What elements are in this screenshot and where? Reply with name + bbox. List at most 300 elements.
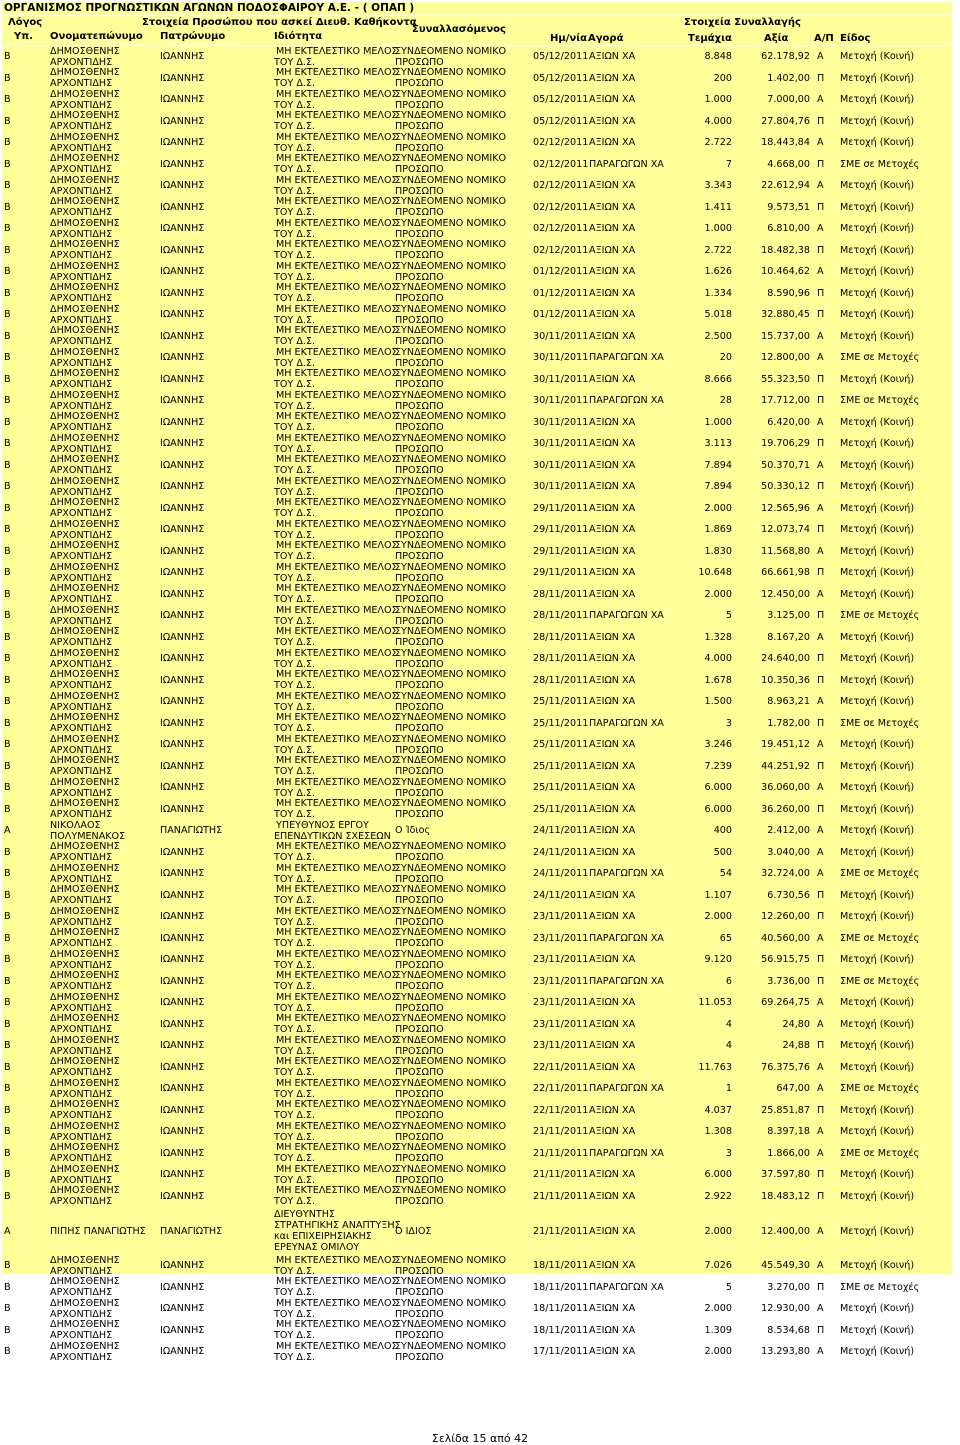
table-row: [2, 390, 952, 412]
name-line1: ΔΗΜΟΣΘΕΝΗΣ: [50, 540, 120, 552]
name-line1: ΔΗΜΟΣΘΕΝΗΣ: [50, 239, 120, 251]
quantity: 1.830: [704, 545, 732, 557]
quantity: 2.000: [704, 502, 732, 514]
table-row: [2, 691, 952, 713]
market: ΑΞΙΩΝ ΧΑ: [589, 481, 636, 493]
market: ΠΑΡΑΓΩΓΩΝ ΧΑ: [589, 1281, 664, 1293]
quantity: 3: [725, 717, 732, 729]
reason-code: Β: [4, 352, 11, 364]
name-line2: ΑΡΧΟΝΤΙΔΗΣ: [50, 293, 113, 305]
counterparty-line2: ΠΡΟΣΩΠΟ: [395, 443, 444, 455]
counterparty-line2: ΠΡΟΣΩΠΟ: [395, 142, 444, 154]
instrument-type: Μετοχή (Κοινή): [840, 72, 915, 84]
counterparty-line2: ΠΡΟΣΩΠΟ: [395, 744, 444, 756]
counterparty-line2: ΠΡΟΣΩΠΟ: [395, 895, 444, 907]
counterparty-line1: ΣΥΝΔΕΟΜΕΝΟ ΝΟΜΙΚΟ: [395, 798, 507, 810]
trade-date: 18/11/2011: [533, 1260, 589, 1272]
table-header: [2, 16, 952, 45]
capacity-line1: ΜΗ ΕΚΤΕΛΕΣΤΙΚΟ ΜΕΛΟΣ: [276, 131, 398, 143]
reason-code: Β: [4, 610, 11, 622]
capacity-line2: ΤΟΥ Δ.Σ.: [274, 357, 316, 369]
table-row: [2, 283, 952, 305]
counterparty-line1: ΣΥΝΔΕΟΜΕΝΟ ΝΟΜΙΚΟ: [395, 862, 507, 874]
reason-code: Β: [4, 739, 11, 751]
trade-date: 25/11/2011: [533, 782, 589, 794]
buy-sell-flag: Π: [817, 803, 825, 815]
counterparty-line1: ΣΥΝΔΕΟΜΕΝΟ ΝΟΜΙΚΟ: [395, 1142, 507, 1154]
counterparty-line1: ΣΥΝΔΕΟΜΕΝΟ ΝΟΜΙΚΟ: [395, 647, 507, 659]
instrument-type: ΣΜΕ σε Μετοχές: [840, 932, 920, 944]
trade-date: 24/11/2011: [533, 846, 589, 858]
buy-sell-flag: Π: [817, 954, 825, 966]
counterparty-line2: ΠΡΟΣΩΠΟ: [395, 508, 444, 520]
name-line1: ΔΗΜΟΣΘΕΝΗΣ: [50, 1056, 120, 1068]
father-name: ΙΩΑΝΝΗΣ: [160, 524, 205, 536]
buy-sell-flag: Α: [817, 631, 824, 643]
counterparty-line1: ΣΥΝΔΕΟΜΕΝΟ ΝΟΜΙΚΟ: [395, 217, 507, 229]
name-line2: ΑΡΧΟΝΤΙΔΗΣ: [50, 1174, 113, 1186]
name-line1: ΔΗΜΟΣΘΕΝΗΣ: [50, 1077, 120, 1089]
trade-date: 30/11/2011: [533, 481, 589, 493]
capacity-line1: ΜΗ ΕΚΤΕΛΕΣΤΙΚΟ ΜΕΛΟΣ: [276, 1142, 398, 1154]
reason-code: Β: [4, 1040, 11, 1052]
table-row: [2, 928, 952, 950]
market: ΑΞΙΩΝ ΧΑ: [589, 244, 636, 256]
market: ΑΞΙΩΝ ΧΑ: [589, 524, 636, 536]
quantity: 6.000: [704, 803, 732, 815]
table-row: [2, 498, 952, 520]
buy-sell-flag: Α: [817, 1147, 824, 1159]
market: ΑΞΙΩΝ ΧΑ: [589, 1040, 636, 1052]
market: ΑΞΙΩΝ ΧΑ: [589, 803, 636, 815]
buy-sell-flag: Π: [817, 889, 825, 901]
capacity-line2: ΤΟΥ Δ.Σ.: [274, 121, 316, 133]
trade-date: 25/11/2011: [533, 803, 589, 815]
reason-code: Α: [4, 1225, 11, 1237]
trade-date: 17/11/2011: [533, 1346, 589, 1358]
reason-code: Β: [4, 524, 11, 536]
value: 56.915,75: [761, 954, 810, 966]
name-line1: ΔΗΜΟΣΘΕΝΗΣ: [50, 282, 120, 294]
trade-date: 28/11/2011: [533, 674, 589, 686]
table-row: [2, 1207, 952, 1255]
value: 37.597,80: [761, 1169, 810, 1181]
table-row: [2, 1186, 952, 1208]
counterparty-line1: ΣΥΝΔΕΟΜΕΝΟ ΝΟΜΙΚΟ: [395, 905, 507, 917]
buy-sell-flag: Π: [817, 72, 825, 84]
father-name: ΙΩΑΝΝΗΣ: [160, 889, 205, 901]
value: 1.782,00: [767, 717, 810, 729]
father-name: ΙΩΑΝΝΗΣ: [160, 180, 205, 192]
buy-sell-flag: Π: [817, 975, 825, 987]
counterparty-line1: ΣΥΝΔΕΟΜΕΝΟ ΝΟΜΙΚΟ: [395, 1276, 507, 1288]
counterparty-line2: ΠΡΟΣΩΠΟ: [395, 228, 444, 240]
value: 18.483,12: [761, 1190, 810, 1202]
capacity-line1: ΜΗ ΕΚΤΕΛΕΣΤΙΚΟ ΜΕΛΟΣ: [276, 67, 398, 79]
capacity-line1: ΜΗ ΕΚΤΕΛΕΣΤΙΚΟ ΜΕΛΟΣ: [276, 690, 398, 702]
instrument-type: Μετοχή (Κοινή): [840, 94, 915, 106]
value: 22.612,94: [761, 180, 810, 192]
capacity-line1: ΜΗ ΕΚΤΕΛΕΣΤΙΚΟ ΜΕΛΟΣ: [276, 110, 398, 122]
quantity: 2.000: [704, 1346, 732, 1358]
table-row: [2, 949, 952, 971]
counterparty-line2: ΠΡΟΣΩΠΟ: [395, 723, 444, 735]
name-line1: ΔΗΜΟΣΘΕΝΗΣ: [50, 862, 120, 874]
reason-code: Β: [4, 244, 11, 256]
capacity-line1: ΜΗ ΕΚΤΕΛΕΣΤΙΚΟ ΜΕΛΟΣ: [276, 1276, 398, 1288]
market: ΑΞΙΩΝ ΧΑ: [589, 696, 636, 708]
counterparty-line1: ΣΥΝΔΕΟΜΕΝΟ ΝΟΜΙΚΟ: [395, 131, 507, 143]
father-name: ΙΩΑΝΝΗΣ: [160, 653, 205, 665]
value: 647,00: [776, 1083, 810, 1095]
market: ΑΞΙΩΝ ΧΑ: [589, 1324, 636, 1336]
name-line1: ΔΗΜΟΣΘΕΝΗΣ: [50, 45, 120, 57]
buy-sell-flag: Α: [817, 1225, 824, 1237]
reason-code: Β: [4, 653, 11, 665]
value: 8.534,68: [767, 1324, 810, 1336]
table-row: [2, 670, 952, 692]
reason-code: Β: [4, 373, 11, 385]
buy-sell-flag: Π: [817, 395, 825, 407]
market: ΑΞΙΩΝ ΧΑ: [589, 223, 636, 235]
counterparty-line1: ΣΥΝΔΕΟΜΕΝΟ ΝΟΜΙΚΟ: [395, 540, 507, 552]
father-name: ΙΩΑΝΝΗΣ: [160, 309, 205, 321]
value: 12.073,74: [761, 524, 810, 536]
table-row: [2, 369, 952, 391]
name-line2: ΑΡΧΟΝΤΙΔΗΣ: [50, 164, 113, 176]
capacity-line2: ΤΟΥ Δ.Σ.: [274, 486, 316, 498]
reason-code: Β: [4, 846, 11, 858]
capacity-line2: ΤΟΥ Δ.Σ.: [274, 99, 316, 111]
buy-sell-flag: Α: [817, 739, 824, 751]
quantity: 6.000: [704, 782, 732, 794]
reason-code: Α: [4, 825, 11, 837]
counterparty-line1: ΣΥΝΔΕΟΜΕΝΟ ΝΟΜΙΚΟ: [395, 1340, 507, 1352]
instrument-type: Μετοχή (Κοινή): [840, 481, 915, 493]
instrument-type: Μετοχή (Κοινή): [840, 760, 915, 772]
buy-sell-flag: Α: [817, 223, 824, 235]
capacity-line1: ΜΗ ΕΚΤΕΛΕΣΤΙΚΟ ΜΕΛΟΣ: [276, 1163, 398, 1175]
quantity: 2.922: [704, 1190, 732, 1202]
counterparty-line1: ΣΥΝΔΕΟΜΕΝΟ ΝΟΜΙΚΟ: [395, 432, 507, 444]
instrument-type: ΣΜΕ σε Μετοχές: [840, 395, 920, 407]
quantity: 1.308: [704, 1126, 732, 1138]
table-row: [2, 154, 952, 176]
name-line1: ΔΗΜΟΣΘΕΝΗΣ: [50, 690, 120, 702]
counterparty-line1: ΣΥΝΔΕΟΜΕΝΟ ΝΟΜΙΚΟ: [395, 260, 507, 272]
capacity-line2: ΤΟΥ Δ.Σ.: [274, 164, 316, 176]
table-row: [2, 906, 952, 928]
market: ΑΞΙΩΝ ΧΑ: [589, 459, 636, 471]
father-name: ΙΩΑΝΝΗΣ: [160, 1260, 205, 1272]
capacity-line1: ΜΗ ΕΚΤΕΛΕΣΤΙΚΟ ΜΕΛΟΣ: [276, 540, 398, 552]
table-row: [2, 304, 952, 326]
market: ΠΑΡΑΓΩΓΩΝ ΧΑ: [589, 158, 664, 170]
document-title: ΟΡΓΑΝΙΣΜΟΣ ΠΡΟΓΝΩΣΤΙΚΩΝ ΑΓΩΝΩΝ ΠΟΔΟΣΦΑΙΡΟΥ Α.Ε. - ( ΟΠΑΠ ): [2, 2, 952, 15]
quantity: 7.894: [704, 481, 732, 493]
instrument-type: ΣΜΕ σε Μετοχές: [840, 1281, 920, 1293]
counterparty-line1: ΣΥΝΔΕΟΜΕΝΟ ΝΟΜΙΚΟ: [395, 841, 507, 853]
father-name: ΙΩΑΝΝΗΣ: [160, 588, 205, 600]
table-row: [2, 777, 952, 799]
quantity: 3.343: [704, 180, 732, 192]
market: ΑΞΙΩΝ ΧΑ: [589, 309, 636, 321]
name-line2: ΑΡΧΟΝΤΙΔΗΣ: [50, 400, 113, 412]
quantity: 400: [713, 825, 732, 837]
trade-date: 29/11/2011: [533, 545, 589, 557]
instrument-type: Μετοχή (Κοινή): [840, 1061, 915, 1073]
value: 3.270,00: [767, 1281, 810, 1293]
capacity-line2: ΤΟΥ Δ.Σ.: [274, 680, 316, 692]
table-row: [2, 971, 952, 993]
capacity-line1: ΜΗ ΕΚΤΕΛΕΣΤΙΚΟ ΜΕΛΟΣ: [276, 927, 398, 939]
market: ΑΞΙΩΝ ΧΑ: [589, 373, 636, 385]
capacity-line1: ΜΗ ΕΚΤΕΛΕΣΤΙΚΟ ΜΕΛΟΣ: [276, 1120, 398, 1132]
capacity-line2: ΤΟΥ Δ.Σ.: [274, 873, 316, 885]
reason-code: Β: [4, 201, 11, 213]
trade-date: 23/11/2011: [533, 997, 589, 1009]
counterparty-line1: ΣΥΝΔΕΟΜΕΝΟ ΝΟΜΙΚΟ: [395, 110, 507, 122]
name-line2: ΑΡΧΟΝΤΙΔΗΣ: [50, 357, 113, 369]
trade-date: 02/12/2011: [533, 137, 589, 149]
value: 45.549,30: [761, 1260, 810, 1272]
market: ΑΞΙΩΝ ΧΑ: [589, 201, 636, 213]
father-name: ΙΩΑΝΝΗΣ: [160, 416, 205, 428]
instrument-type: ΣΜΕ σε Μετοχές: [840, 352, 920, 364]
market: ΑΞΙΩΝ ΧΑ: [589, 739, 636, 751]
buy-sell-flag: Π: [817, 717, 825, 729]
capacity-line2: ΤΟΥ Δ.Σ.: [274, 981, 316, 993]
capacity-line1: ΜΗ ΕΚΤΕΛΕΣΤΙΚΟ ΜΕΛΟΣ: [276, 153, 398, 165]
instrument-type: Μετοχή (Κοινή): [840, 266, 915, 278]
capacity-line1: ΜΗ ΕΚΤΕΛΕΣΤΙΚΟ ΜΕΛΟΣ: [276, 454, 398, 466]
capacity-line1: ΜΗ ΕΚΤΕΛΕΣΤΙΚΟ ΜΕΛΟΣ: [276, 389, 398, 401]
name-line2: ΑΡΧΟΝΤΙΔΗΣ: [50, 981, 113, 993]
trade-date: 21/11/2011: [533, 1169, 589, 1181]
trade-date: 30/11/2011: [533, 330, 589, 342]
capacity-line2: ΤΟΥ Δ.Σ.: [274, 1002, 316, 1014]
market: ΑΞΙΩΝ ΧΑ: [589, 1303, 636, 1315]
value: 55.323,50: [761, 373, 810, 385]
name-line1: ΔΗΜΟΣΘΕΝΗΣ: [50, 497, 120, 509]
reason-code: Β: [4, 1018, 11, 1030]
trade-date: 30/11/2011: [533, 395, 589, 407]
instrument-type: Μετοχή (Κοινή): [840, 653, 915, 665]
instrument-type: Μετοχή (Κοινή): [840, 696, 915, 708]
capacity-line2: ΤΟΥ Δ.Σ.: [274, 508, 316, 520]
transactions-table: [2, 45, 952, 1363]
name-line2: ΑΡΧΟΝΤΙΔΗΣ: [50, 701, 113, 713]
name-line1: ΔΗΜΟΣΘΕΝΗΣ: [50, 884, 120, 896]
market: ΑΞΙΩΝ ΧΑ: [589, 1260, 636, 1272]
instrument-type: ΣΜΕ σε Μετοχές: [840, 717, 920, 729]
quantity: 1.328: [704, 631, 732, 643]
quantity: 2.722: [704, 137, 732, 149]
father-name: ΙΩΑΝΝΗΣ: [160, 1190, 205, 1202]
quantity: 6: [725, 975, 732, 987]
quantity: 1.334: [704, 287, 732, 299]
reason-code: Β: [4, 760, 11, 772]
counterparty-line2: ΠΡΟΣΩΠΟ: [395, 357, 444, 369]
instrument-type: Μετοχή (Κοινή): [840, 1324, 915, 1336]
counterparty-line2: ΠΡΟΣΩΠΟ: [395, 852, 444, 864]
buy-sell-flag: Π: [817, 115, 825, 127]
market: ΑΞΙΩΝ ΧΑ: [589, 94, 636, 106]
name-line2: ΑΡΧΟΝΤΙΔΗΣ: [50, 895, 113, 907]
counterparty-line1: ΣΥΝΔΕΟΜΕΝΟ ΝΟΜΙΚΟ: [395, 755, 507, 767]
name-line1: ΔΗΜΟΣΘΕΝΗΣ: [50, 1034, 120, 1046]
value: 32.880,45: [761, 309, 810, 321]
reason-code: Β: [4, 889, 11, 901]
buy-sell-flag: Π: [817, 1169, 825, 1181]
name-line1: ΔΗΜΟΣΘΕΝΗΣ: [50, 1319, 120, 1331]
reason-code: Β: [4, 782, 11, 794]
capacity-line1: ΜΗ ΕΚΤΕΛΕΣΤΙΚΟ ΜΕΛΟΣ: [276, 346, 398, 358]
market: ΑΞΙΩΝ ΧΑ: [589, 115, 636, 127]
market: ΑΞΙΩΝ ΧΑ: [589, 567, 636, 579]
quantity: 20: [719, 352, 732, 364]
buy-sell-flag: Α: [817, 502, 824, 514]
capacity-line2: ΤΟΥ Δ.Σ.: [274, 1067, 316, 1079]
name-line1: ΔΗΜΟΣΘΕΝΗΣ: [50, 454, 120, 466]
table-row: [2, 648, 952, 670]
quantity: 2.000: [704, 911, 732, 923]
counterparty-line2: ΠΡΟΣΩΠΟ: [395, 1045, 444, 1057]
capacity-line1: ΜΗ ΕΚΤΕΛΕΣΤΙΚΟ ΜΕΛΟΣ: [276, 260, 398, 272]
instrument-type: Μετοχή (Κοινή): [840, 524, 915, 536]
trade-date: 22/11/2011: [533, 1061, 589, 1073]
trade-date: 28/11/2011: [533, 588, 589, 600]
capacity-line1: ΜΗ ΕΚΤΕΛΕΣΤΙΚΟ ΜΕΛΟΣ: [276, 282, 398, 294]
capacity-line1: ΜΗ ΕΚΤΕΛΕΣΤΙΚΟ ΜΕΛΟΣ: [276, 475, 398, 487]
capacity-line1: ΜΗ ΕΚΤΕΛΕΣΤΙΚΟ ΜΕΛΟΣ: [276, 368, 398, 380]
header-yp: Υπ.: [14, 31, 33, 42]
value: 50.370,71: [761, 459, 810, 471]
quantity: 1.678: [704, 674, 732, 686]
market: ΠΑΡΑΓΩΓΩΝ ΧΑ: [589, 868, 664, 880]
table-row: [2, 713, 952, 735]
name-line2: ΑΡΧΟΝΤΙΔΗΣ: [50, 637, 113, 649]
capacity-line1: ΜΗ ΕΚΤΕΛΕΣΤΙΚΟ ΜΕΛΟΣ: [276, 497, 398, 509]
header-value: Αξία: [764, 33, 789, 44]
value: 3.125,00: [767, 610, 810, 622]
value: 36.260,00: [761, 803, 810, 815]
buy-sell-flag: Α: [817, 352, 824, 364]
counterparty-line2: ΠΡΟΣΩΠΟ: [395, 1196, 444, 1208]
reason-code: Β: [4, 868, 11, 880]
counterparty-line1: ΣΥΝΔΕΟΜΕΝΟ ΝΟΜΙΚΟ: [395, 411, 507, 423]
reason-code: Β: [4, 911, 11, 923]
father-name: ΙΩΑΝΝΗΣ: [160, 287, 205, 299]
header-logos: Λόγος: [8, 17, 43, 28]
counterparty-line2: ΠΡΟΣΩΠΟ: [395, 1002, 444, 1014]
buy-sell-flag: Α: [817, 696, 824, 708]
trade-date: 21/11/2011: [533, 1225, 589, 1237]
name-line2: ΑΡΧΟΝΤΙΔΗΣ: [50, 1153, 113, 1165]
counterparty-line1: ΣΥΝΔΕΟΜΕΝΟ ΝΟΜΙΚΟ: [395, 282, 507, 294]
value: 3.736,00: [767, 975, 810, 987]
quantity: 5: [725, 1281, 732, 1293]
quantity: 4: [725, 1018, 732, 1030]
trade-date: 21/11/2011: [533, 1126, 589, 1138]
capacity-line1: ΜΗ ΕΚΤΕΛΕΣΤΙΚΟ ΜΕΛΟΣ: [276, 303, 398, 315]
counterparty-line1: ΣΥΝΔΕΟΜΕΝΟ ΝΟΜΙΚΟ: [395, 1099, 507, 1111]
capacity-line2: ΤΟΥ Δ.Σ.: [274, 594, 316, 606]
capacity-line2: ΤΟΥ Δ.Σ.: [274, 1024, 316, 1036]
reason-code: Β: [4, 1303, 11, 1315]
capacity-line1: ΥΠΕΥΘΥΝΟΣ ΕΡΓΟΥ: [276, 819, 369, 831]
trade-date: 01/12/2011: [533, 309, 589, 321]
counterparty-line1: ΣΥΝΔΕΟΜΕΝΟ ΝΟΜΙΚΟ: [395, 454, 507, 466]
market: ΑΞΙΩΝ ΧΑ: [589, 72, 636, 84]
buy-sell-flag: Α: [817, 825, 824, 837]
capacity-line1: ΜΗ ΕΚΤΕΛΕΣΤΙΚΟ ΜΕΛΟΣ: [276, 45, 398, 57]
reason-code: Β: [4, 416, 11, 428]
buy-sell-flag: Π: [817, 244, 825, 256]
trade-date: 29/11/2011: [533, 502, 589, 514]
trade-date: 30/11/2011: [533, 373, 589, 385]
capacity-line2: ΤΟΥ Δ.Σ.: [274, 400, 316, 412]
capacity-line3: και ΕΠΙΧΕΙΡΗΣΙΑΚΗΣ: [274, 1231, 372, 1242]
capacity-line1: ΜΗ ΕΚΤΕΛΕΣΤΙΚΟ ΜΕΛΟΣ: [276, 712, 398, 724]
name-line1: ΔΗΜΟΣΘΕΝΗΣ: [50, 1254, 120, 1266]
name-line1: ΔΗΜΟΣΘΕΝΗΣ: [50, 1099, 120, 1111]
table-row: [2, 1164, 952, 1186]
instrument-type: ΣΜΕ σε Μετοχές: [840, 158, 920, 170]
market: ΑΞΙΩΝ ΧΑ: [589, 137, 636, 149]
capacity-line2: ΤΟΥ Δ.Σ.: [274, 1308, 316, 1320]
value: 8.167,20: [767, 631, 810, 643]
market: ΠΑΡΑΓΩΓΩΝ ΧΑ: [589, 975, 664, 987]
reason-code: Β: [4, 1190, 11, 1202]
capacity-line2: ΤΟΥ Δ.Σ.: [274, 293, 316, 305]
counterparty-line2: ΠΡΟΣΩΠΟ: [395, 787, 444, 799]
counterparty-line2: ΠΡΟΣΩΠΟ: [395, 701, 444, 713]
name-line1: ΔΗΜΟΣΘΕΝΗΣ: [50, 67, 120, 79]
instrument-type: Μετοχή (Κοινή): [840, 803, 915, 815]
instrument-type: ΣΜΕ σε Μετοχές: [840, 975, 920, 987]
name-line1: ΔΗΜΟΣΘΕΝΗΣ: [50, 174, 120, 186]
trade-date: 01/12/2011: [533, 287, 589, 299]
trade-date: 29/11/2011: [533, 567, 589, 579]
name-line2: ΑΡΧΟΝΤΙΔΗΣ: [50, 207, 113, 219]
father-name: ΙΩΑΝΝΗΣ: [160, 72, 205, 84]
trade-date: 23/11/2011: [533, 1040, 589, 1052]
counterparty-line1: ΣΥΝΔΕΟΜΕΝΟ ΝΟΜΙΚΟ: [395, 303, 507, 315]
counterparty-line2: ΠΡΟΣΩΠΟ: [395, 809, 444, 821]
name-line1: ΔΗΜΟΣΘΕΝΗΣ: [50, 604, 120, 616]
name-line1: ΔΗΜΟΣΘΕΝΗΣ: [50, 669, 120, 681]
name-line2: ΑΡΧΟΝΤΙΔΗΣ: [50, 809, 113, 821]
father-name: ΙΩΑΝΝΗΣ: [160, 137, 205, 149]
name-line1: ΔΗΜΟΣΘΕΝΗΣ: [50, 733, 120, 745]
capacity-line2: ΤΟΥ Δ.Σ.: [274, 1351, 316, 1363]
name-line1: ΔΗΜΟΣΘΕΝΗΣ: [50, 518, 120, 530]
instrument-type: Μετοχή (Κοινή): [840, 674, 915, 686]
name-line1: ΔΗΜΟΣΘΕΝΗΣ: [50, 411, 120, 423]
name-line1: ΔΗΜΟΣΘΕΝΗΣ: [50, 131, 120, 143]
name-line1: ΔΗΜΟΣΘΕΝΗΣ: [50, 368, 120, 380]
capacity-line1: ΜΗ ΕΚΤΕΛΕΣΤΙΚΟ ΜΕΛΟΣ: [276, 1297, 398, 1309]
header-market: Αγορά: [588, 33, 624, 44]
name-line1: ΔΗΜΟΣΘΕΝΗΣ: [50, 303, 120, 315]
counterparty-line1: Ο Ίδιος: [395, 825, 431, 837]
instrument-type: Μετοχή (Κοινή): [840, 782, 915, 794]
capacity-line2: ΤΟΥ Δ.Σ.: [274, 723, 316, 735]
value: 8.590,96: [767, 287, 810, 299]
value: 18.443,84: [761, 137, 810, 149]
capacity-line1: ΜΗ ΕΚΤΕΛΕΣΤΙΚΟ ΜΕΛΟΣ: [276, 970, 398, 982]
